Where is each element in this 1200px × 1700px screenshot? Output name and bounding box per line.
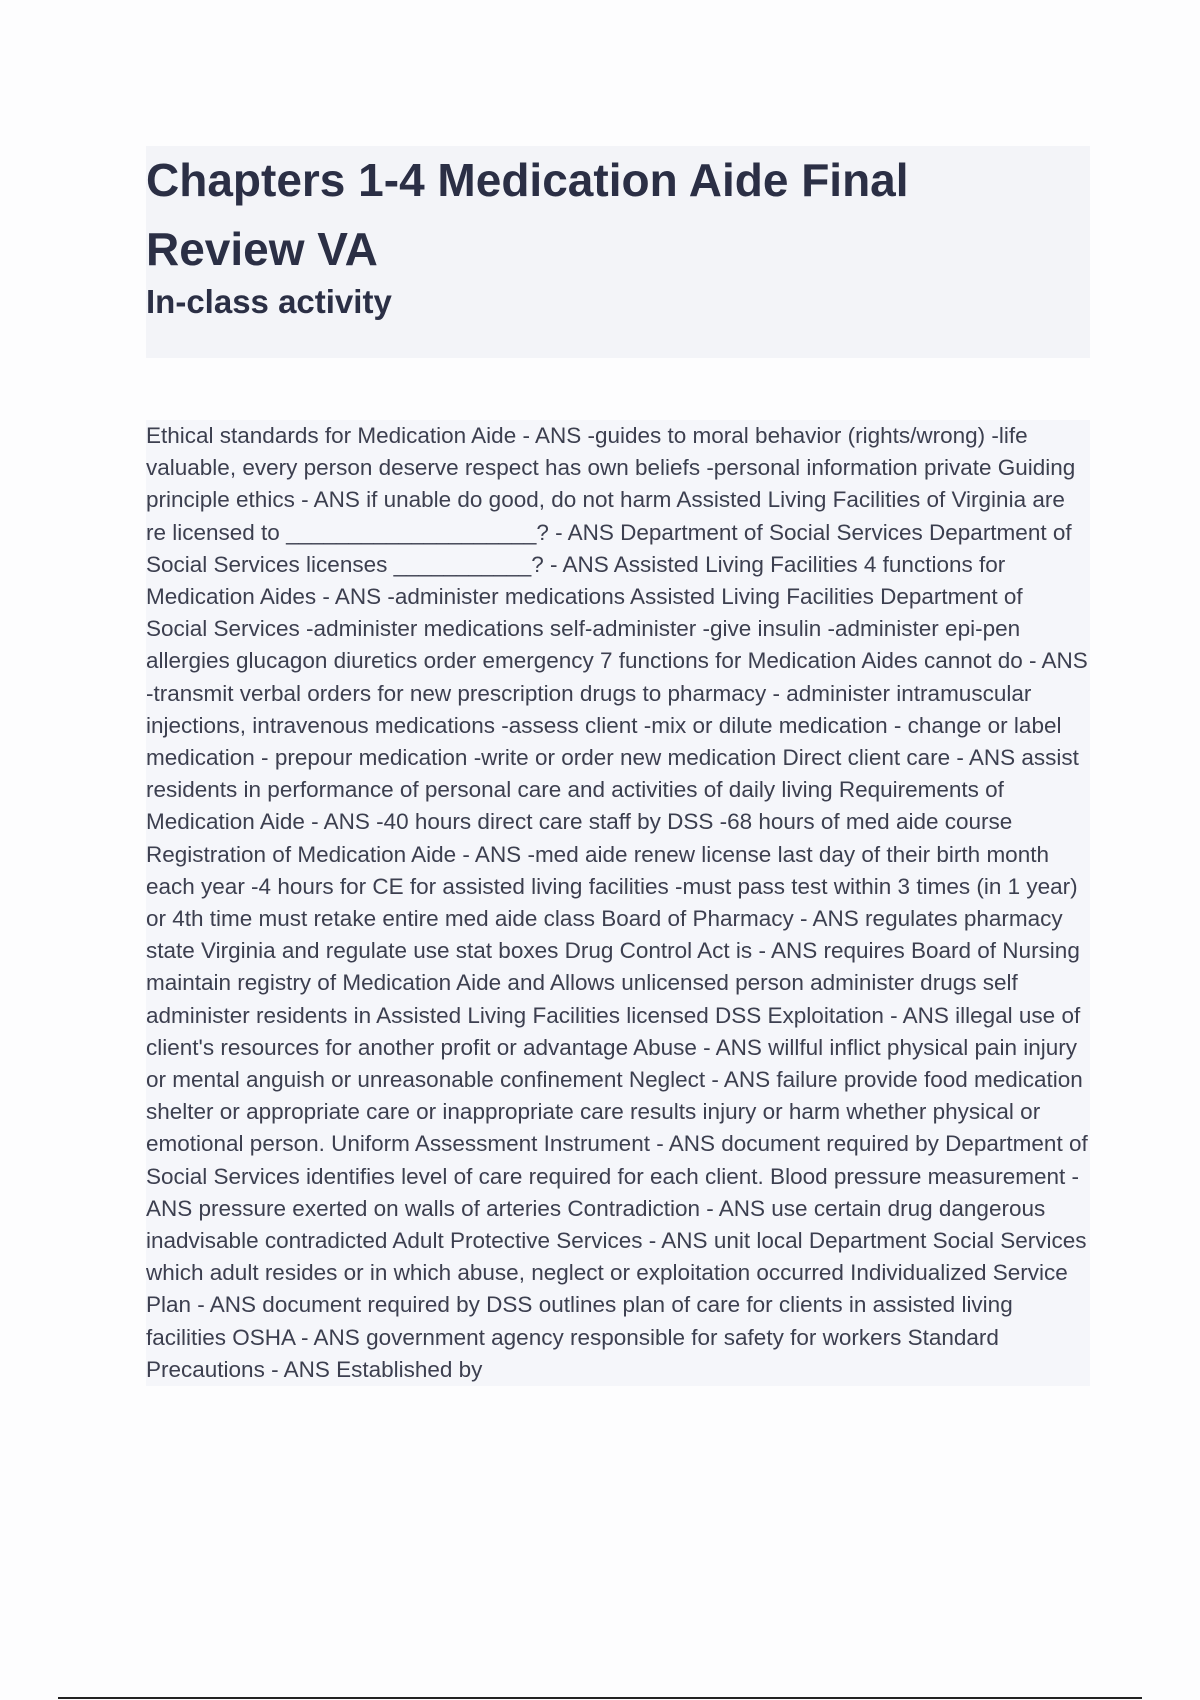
text-line: emotional person. Uniform Assessment Instrument - ANS document required by [146,1131,939,1157]
text-line: - ANS requires Board of Nursing maintain registry of Medication Aide and Allows [146,938,1080,996]
text-line: unlicensed person administer drugs self administer residents in Assisted Living [146,970,1018,1028]
text-line: unit local Department Social Services which adult resides or in which abuse, neglect or [146,1228,1087,1286]
text-line: Registration of Medication Aide - ANS -med aide renew license last day of their birth [146,841,981,867]
text-line: prepour medication -write or order new medication Direct client care - ANS assist [274,745,1079,771]
text-line: medications -assess client -mix or dilute medication - change or label medication - [146,712,1062,771]
page-title: Chapters 1-4 Medication Aide Final Review VA [146,154,909,275]
text-line: new prescription drugs to pharmacy - administer intramuscular injections, intravenous [146,680,1032,738]
text-line: Assisted Living Facilities Department of Social Services -administer medications [146,584,1023,642]
footer-divider [58,1697,1142,1699]
text-line: profit or advantage Abuse - ANS willful inflict physical pain injury or mental anguish or [146,1034,1078,1093]
text-line: exploitation occurred Individualized Service Plan - ANS document required by DSS [146,1260,1068,1318]
text-line: use certain drug dangerous inadvisable contradicted Adult Protective Services - ANS [146,1195,1046,1254]
body-paragraph [146,420,1090,1386]
text-line: pressure measurement - ANS pressure exerted on walls of arteries Contradiction - ANS [146,1163,1079,1221]
text-line: self-administer -give insulin -administer epi-pen allergies glucagon diuretics order [146,616,1021,674]
text-line: Facilities licensed DSS Exploitation - ANS illegal use of client's resources for another [146,1002,1081,1060]
text-line: Department of Social Services identifies level of care required for each client. Blood [146,1131,1088,1189]
text-line: emergency 7 functions for Medication Aides cannot do - ANS -transmit verbal orders for [146,648,1088,706]
text-line: ANS regulates pharmacy state Virginia and regulate use stat boxes Drug Control Act is [146,906,1063,964]
text-line: residents in performance of personal care and activities of daily living Requirements of [146,777,1004,803]
text-line: Social Services Department of Social Services licenses ___________? - ANS Assisted [146,519,1072,577]
text-line: Living Facilities 4 functions for Medication Aides - ANS -administer medications [146,551,1006,610]
text-line: unreasonable confinement Neglect - ANS failure provide food medication shelter or [146,1067,1083,1125]
text-line: appropriate care or inappropriate care results injury or harm whether physical or [246,1099,1041,1125]
text-line: times (in 1 year) or 4th time must retake entire med aide class Board of Pharmacy - [146,873,1078,932]
text-line: Facilities of Virginia are re licensed to ____________________? - ANS Department of [146,487,1065,545]
page-subtitle: In-class activity [146,283,392,320]
text-line: agency responsible for safety for workers Standard Precautions - ANS Established by [146,1324,999,1382]
text-line: private Guiding principle ethics - ANS if unable do good, do not harm Assisted Living [146,455,1076,513]
text-line: Medication Aide - ANS -40 hours direct care staff by DSS -68 hours of med aide course [146,809,1013,835]
text-line: -life valuable, every person deserve respect has own beliefs -personal information [146,423,1028,481]
text-line: month each year -4 hours for CE for assisted living facilities -must pass test within 3 [146,841,1049,899]
title-block [146,146,1090,358]
text-line: outlines plan of care for clients in assisted living facilities OSHA - ANS government [146,1292,1013,1350]
text-line: Ethical standards for Medication Aide - ANS -guides to moral behavior (rights/wrong) [146,423,986,448]
